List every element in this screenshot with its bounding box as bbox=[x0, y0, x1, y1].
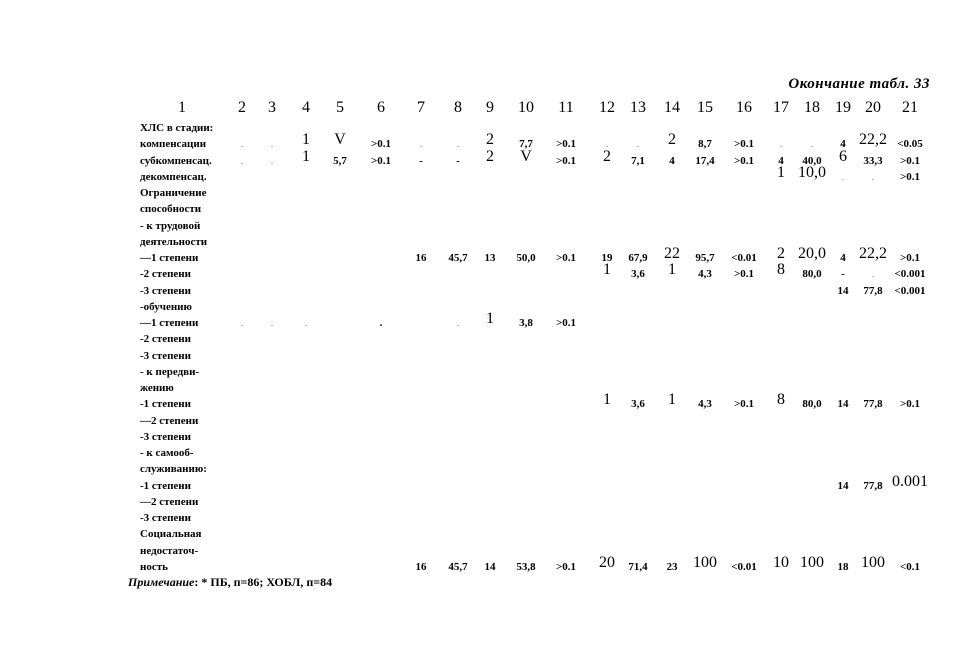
table-cell: >0.1 bbox=[555, 138, 577, 151]
table-cell: . bbox=[871, 268, 875, 281]
note-text: : * ПБ, п=86; ХОБЛ, п=84 bbox=[194, 575, 333, 589]
row-label: -2 степени bbox=[140, 333, 191, 346]
column-header-6: 6 bbox=[377, 99, 385, 116]
row-label: жению bbox=[140, 382, 174, 394]
row-label: —1 степени bbox=[140, 252, 199, 264]
table-cell: . bbox=[270, 154, 274, 167]
column-header-10: 10 bbox=[518, 99, 534, 116]
table-cell: <0.001 bbox=[894, 284, 926, 297]
column-header-3: 3 bbox=[268, 99, 276, 116]
table-cell: >0.1 bbox=[555, 560, 577, 573]
table-cell: >0.1 bbox=[899, 398, 921, 411]
table-cell: 1 bbox=[668, 391, 676, 409]
row-label: -3 степени bbox=[140, 512, 191, 524]
table-cell: 4 bbox=[669, 154, 675, 167]
table-cell: 19 bbox=[601, 252, 613, 264]
table-cell: 22,2 bbox=[859, 131, 887, 149]
table-cell: 14 bbox=[837, 398, 849, 411]
table-cell: <0.01 bbox=[731, 560, 757, 573]
table-cell: >0.1 bbox=[733, 398, 755, 411]
table-cell: 8 bbox=[777, 261, 785, 279]
table-cell: <0.01 bbox=[731, 252, 757, 264]
table-cell: >0.1 bbox=[899, 154, 921, 167]
table-cell: 3,8 bbox=[519, 317, 533, 329]
row-label: субкомпенсац. bbox=[140, 154, 212, 167]
table-cell: 77,8 bbox=[863, 398, 883, 411]
row-label: —2 степени bbox=[140, 495, 199, 508]
table-cell: 10 bbox=[773, 553, 789, 571]
table-cell: 53,8 bbox=[516, 560, 536, 573]
row-label: декомпенсац. bbox=[140, 170, 207, 183]
table-cell: 45,7 bbox=[448, 252, 468, 264]
table-cell: 0.001 bbox=[892, 472, 928, 490]
column-header-2: 2 bbox=[238, 99, 246, 116]
row-label: - к трудовой bbox=[140, 219, 201, 232]
table-cell: 4 bbox=[840, 138, 846, 151]
table-cell: . bbox=[871, 170, 875, 183]
table-cell: <0.1 bbox=[899, 560, 921, 573]
row-label: -3 степени bbox=[140, 284, 191, 297]
table-cell: 33,3 bbox=[863, 154, 883, 167]
column-header-4: 4 bbox=[302, 99, 310, 116]
table-cell: 18 bbox=[837, 560, 849, 573]
row-label: -1 степени bbox=[140, 398, 191, 411]
table-cell: 4,3 bbox=[698, 398, 712, 411]
column-header-21: 21 bbox=[902, 99, 918, 116]
table-cell: 2 bbox=[603, 147, 611, 165]
table-cell: 95,7 bbox=[695, 252, 715, 264]
table-cell: 22 bbox=[664, 245, 680, 262]
table-cell: 77,8 bbox=[863, 284, 883, 297]
table-cell: . bbox=[810, 138, 814, 151]
table-cell: >0.1 bbox=[899, 252, 921, 264]
table-cell: <0.05 bbox=[897, 138, 923, 151]
table-cell: . bbox=[270, 138, 274, 151]
row-label: -3 степени bbox=[140, 349, 191, 362]
table-cell: V bbox=[520, 147, 532, 165]
table-cell: - bbox=[841, 268, 845, 281]
table-cell: . bbox=[605, 138, 609, 151]
column-header-5: 5 bbox=[336, 99, 344, 116]
table-cell: 20 bbox=[599, 553, 615, 571]
table-cell: 8 bbox=[777, 391, 785, 409]
table-cell: . bbox=[456, 317, 460, 329]
column-header-9: 9 bbox=[486, 99, 494, 116]
table-cell: 77,8 bbox=[863, 479, 883, 492]
table-cell: 1 bbox=[603, 261, 611, 279]
column-header-19: 19 bbox=[835, 99, 851, 116]
table-cell: 100 bbox=[861, 553, 885, 571]
table-cell: 22,2 bbox=[859, 245, 887, 262]
table-caption: Окончание табл. 33 bbox=[788, 76, 930, 92]
table-cell: . bbox=[379, 317, 383, 329]
row-label: служиванию: bbox=[140, 463, 207, 476]
table-cell: 80,0 bbox=[802, 398, 822, 411]
table-cell: 1 bbox=[486, 310, 494, 327]
table-cell: 4,3 bbox=[698, 268, 712, 281]
table-cell: 100 bbox=[693, 553, 717, 571]
table-cell: 1 bbox=[603, 391, 611, 409]
table-cell: 10,0 bbox=[798, 163, 826, 181]
table-note bbox=[128, 575, 332, 590]
column-header-8: 8 bbox=[454, 99, 462, 116]
row-label: ность bbox=[140, 560, 168, 573]
row-label: недостаточ- bbox=[140, 544, 199, 557]
row-label: —1 степени bbox=[140, 317, 199, 329]
table-cell: 14 bbox=[484, 560, 496, 573]
table-cell: 3,6 bbox=[631, 268, 645, 281]
table-cell: 4 bbox=[778, 154, 784, 167]
row-label: способности bbox=[140, 203, 202, 216]
table-cell: 2 bbox=[486, 147, 494, 165]
table-cell: 5,7 bbox=[333, 154, 347, 167]
table-cell: >0.1 bbox=[733, 138, 755, 151]
column-header-7: 7 bbox=[417, 99, 425, 116]
table-cell: >0.1 bbox=[555, 252, 577, 264]
table-cell: . bbox=[841, 170, 845, 183]
table-cell: . bbox=[636, 138, 640, 151]
table-cell: 3,6 bbox=[631, 398, 645, 411]
table-cell: 2 bbox=[668, 131, 676, 149]
table-cell: 23 bbox=[666, 560, 678, 573]
row-label: ХЛС в стадии: bbox=[140, 122, 214, 134]
table-cell: . bbox=[270, 317, 274, 329]
table-cell: 1 bbox=[668, 261, 676, 279]
table-cell: V bbox=[334, 131, 346, 149]
table-cell: 7,1 bbox=[631, 154, 645, 167]
table-cell: 14 bbox=[837, 479, 849, 492]
row-label: —2 степени bbox=[140, 414, 199, 427]
table-cell: 45,7 bbox=[448, 560, 468, 573]
column-header-17: 17 bbox=[773, 99, 789, 116]
table-cell: >0.1 bbox=[733, 268, 755, 281]
table-cell: 71,4 bbox=[628, 560, 648, 573]
table-cell: 8,7 bbox=[698, 138, 712, 151]
column-header-11: 11 bbox=[558, 99, 574, 116]
table-cell: - bbox=[419, 154, 423, 167]
table-cell: 16 bbox=[415, 560, 427, 573]
row-label: деятельности bbox=[140, 235, 208, 248]
row-label: Ограничение bbox=[140, 187, 207, 199]
table-cell: 20,0 bbox=[798, 245, 826, 262]
table-cell: . bbox=[240, 154, 244, 167]
row-label: - к передви- bbox=[140, 365, 200, 378]
table-cell: 6 bbox=[839, 147, 847, 165]
table-cell: 4 bbox=[840, 252, 846, 264]
row-label: -2 степени bbox=[140, 268, 191, 281]
table-cell: 13 bbox=[484, 252, 496, 264]
column-header-12: 12 bbox=[599, 99, 615, 116]
row-label: -обучению bbox=[140, 300, 192, 313]
table-cell: 67,9 bbox=[628, 252, 648, 264]
table-cell: >0.1 bbox=[370, 154, 392, 167]
column-header-1: 1 bbox=[178, 99, 186, 116]
table-cell: 80,0 bbox=[802, 268, 822, 281]
row-label: компенсации bbox=[140, 138, 207, 151]
column-header-16: 16 bbox=[736, 99, 752, 116]
note-label: Примечание bbox=[128, 575, 195, 589]
table-cell: 1 bbox=[302, 131, 310, 149]
table-cell: 16 bbox=[415, 252, 427, 264]
row-label: - к самооб- bbox=[140, 447, 194, 459]
table-cell: 50,0 bbox=[516, 252, 536, 264]
table-cell: >0.1 bbox=[370, 138, 392, 151]
table-cell: . bbox=[240, 317, 244, 329]
row-label: Социальная bbox=[140, 528, 202, 541]
table-cell: 1 bbox=[777, 163, 785, 181]
table-cell: >0.1 bbox=[555, 154, 577, 167]
column-header-13: 13 bbox=[630, 99, 646, 116]
table-cell: >0.1 bbox=[555, 317, 577, 329]
table-cell: <0.001 bbox=[894, 268, 926, 281]
column-header-20: 20 bbox=[865, 99, 881, 116]
table-cell: 2 bbox=[486, 131, 494, 149]
table-cell: 2 bbox=[777, 245, 785, 262]
table-cell: 14 bbox=[837, 284, 849, 297]
column-header-14: 14 bbox=[664, 99, 680, 116]
table-cell: . bbox=[456, 138, 460, 151]
table-cell: . bbox=[304, 317, 308, 329]
table-cell: . bbox=[240, 138, 244, 151]
table-cell: 1 bbox=[302, 147, 310, 165]
table-cell: >0.1 bbox=[899, 170, 921, 183]
table-cell: . bbox=[419, 138, 423, 151]
column-header-18: 18 bbox=[804, 99, 820, 116]
table-cell: 17,4 bbox=[695, 154, 715, 167]
table-cell: >0.1 bbox=[733, 154, 755, 167]
row-label: -1 степени bbox=[140, 479, 191, 492]
table-cell: - bbox=[456, 154, 460, 167]
row-label: -3 степени bbox=[140, 430, 191, 443]
table-cell: 100 bbox=[800, 553, 824, 571]
table-cell: 7,7 bbox=[519, 138, 533, 151]
table-cell: . bbox=[779, 138, 783, 151]
table-cell: 40,0 bbox=[802, 154, 822, 167]
column-header-15: 15 bbox=[697, 99, 713, 116]
